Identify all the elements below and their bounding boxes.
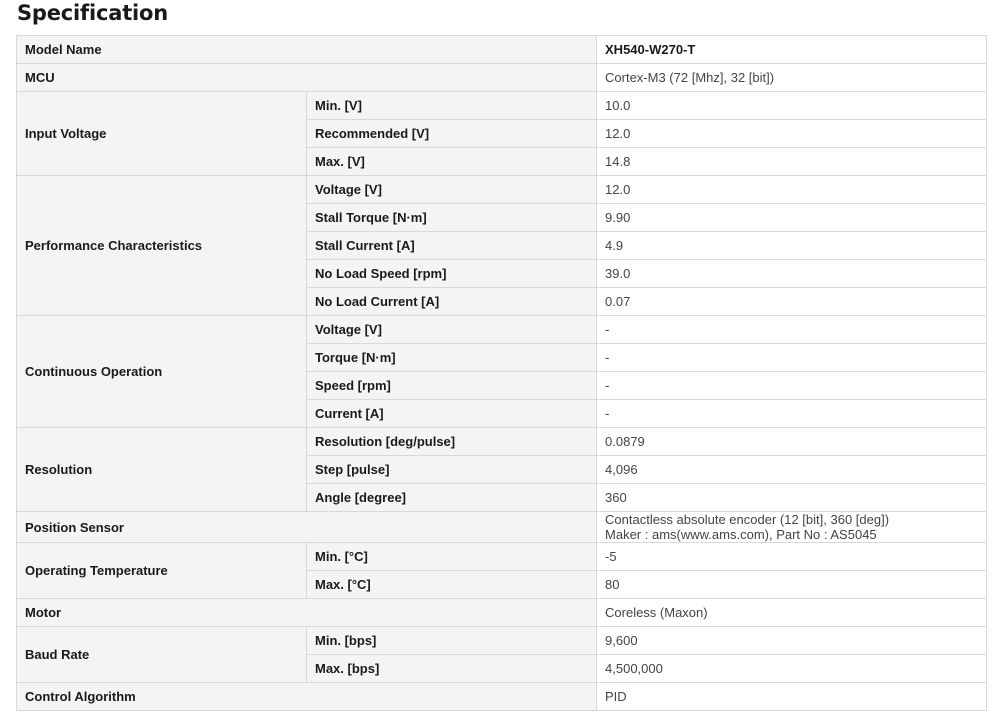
spec-sub-label: Min. [bps] bbox=[307, 627, 597, 655]
position-sensor-line: Maker : ams(www.ams.com), Part No : AS5045 bbox=[605, 527, 877, 542]
spec-sub-label: Stall Current [A] bbox=[307, 232, 597, 260]
table-row bbox=[17, 543, 987, 571]
spec-sub-label: Voltage [V] bbox=[307, 316, 597, 344]
spec-sub-label: Max. [°C] bbox=[307, 571, 597, 599]
mcu-label: MCU bbox=[17, 64, 597, 92]
page-title: Specification bbox=[17, 1, 169, 25]
table-row bbox=[17, 176, 987, 204]
spec-value: 4.9 bbox=[597, 232, 987, 260]
spec-value: - bbox=[597, 400, 987, 428]
spec-value: 4,096 bbox=[597, 456, 987, 484]
spec-sub-label: Speed [rpm] bbox=[307, 372, 597, 400]
spec-sub-label: No Load Speed [rpm] bbox=[307, 260, 597, 288]
spec-sub-label: Recommended [V] bbox=[307, 120, 597, 148]
table-row bbox=[17, 36, 987, 64]
spec-value: 14.8 bbox=[597, 148, 987, 176]
motor-value: Coreless (Maxon) bbox=[597, 599, 987, 627]
table-row bbox=[17, 627, 987, 655]
spec-sub-label: Min. [°C] bbox=[307, 543, 597, 571]
table-row bbox=[17, 599, 987, 627]
model-name-value: XH540-W270-T bbox=[597, 36, 987, 64]
spec-value: 12.0 bbox=[597, 176, 987, 204]
motor-label: Motor bbox=[17, 599, 597, 627]
performance-label: Performance Characteristics bbox=[17, 176, 307, 316]
table-row bbox=[17, 428, 987, 456]
spec-sub-label: Stall Torque [N·m] bbox=[307, 204, 597, 232]
table-row bbox=[17, 64, 987, 92]
position-sensor-label: Position Sensor bbox=[17, 512, 597, 543]
operating-temperature-label: Operating Temperature bbox=[17, 543, 307, 599]
spec-value: - bbox=[597, 372, 987, 400]
spec-sub-label: Min. [V] bbox=[307, 92, 597, 120]
spec-sub-label: Voltage [V] bbox=[307, 176, 597, 204]
spec-value: - bbox=[597, 316, 987, 344]
spec-sub-label: Angle [degree] bbox=[307, 484, 597, 512]
spec-sub-label: Max. [V] bbox=[307, 148, 597, 176]
spec-value: 10.0 bbox=[597, 92, 987, 120]
spec-value: 80 bbox=[597, 571, 987, 599]
model-name-label: Model Name bbox=[17, 36, 597, 64]
spec-value: 9,600 bbox=[597, 627, 987, 655]
spec-value: - bbox=[597, 344, 987, 372]
spec-sub-label: Current [A] bbox=[307, 400, 597, 428]
resolution-label: Resolution bbox=[17, 428, 307, 512]
position-sensor-value bbox=[597, 512, 987, 543]
input-voltage-label: Input Voltage bbox=[17, 92, 307, 176]
spec-sub-label: Resolution [deg/pulse] bbox=[307, 428, 597, 456]
control-algorithm-label: Control Algorithm bbox=[17, 683, 597, 711]
table-row bbox=[17, 92, 987, 120]
spec-value: 9.90 bbox=[597, 204, 987, 232]
control-algorithm-value: PID bbox=[597, 683, 987, 711]
spec-value: 0.07 bbox=[597, 288, 987, 316]
spec-sub-label: Step [pulse] bbox=[307, 456, 597, 484]
table-row bbox=[17, 683, 987, 711]
table-row bbox=[17, 316, 987, 344]
continuous-operation-label: Continuous Operation bbox=[17, 316, 307, 428]
spec-value: 12.0 bbox=[597, 120, 987, 148]
spec-value: 0.0879 bbox=[597, 428, 987, 456]
spec-value: 4,500,000 bbox=[597, 655, 987, 683]
spec-value: -5 bbox=[597, 543, 987, 571]
spec-value: 39.0 bbox=[597, 260, 987, 288]
baud-rate-label: Baud Rate bbox=[17, 627, 307, 683]
spec-sub-label: No Load Current [A] bbox=[307, 288, 597, 316]
position-sensor-line: Contactless absolute encoder (12 [bit], 360 [deg]) bbox=[605, 512, 890, 527]
specification-table bbox=[16, 35, 987, 711]
spec-value: 360 bbox=[597, 484, 987, 512]
mcu-value: Cortex-M3 (72 [Mhz], 32 [bit]) bbox=[597, 64, 987, 92]
spec-sub-label: Max. [bps] bbox=[307, 655, 597, 683]
table-row bbox=[17, 512, 987, 543]
spec-sub-label: Torque [N·m] bbox=[307, 344, 597, 372]
